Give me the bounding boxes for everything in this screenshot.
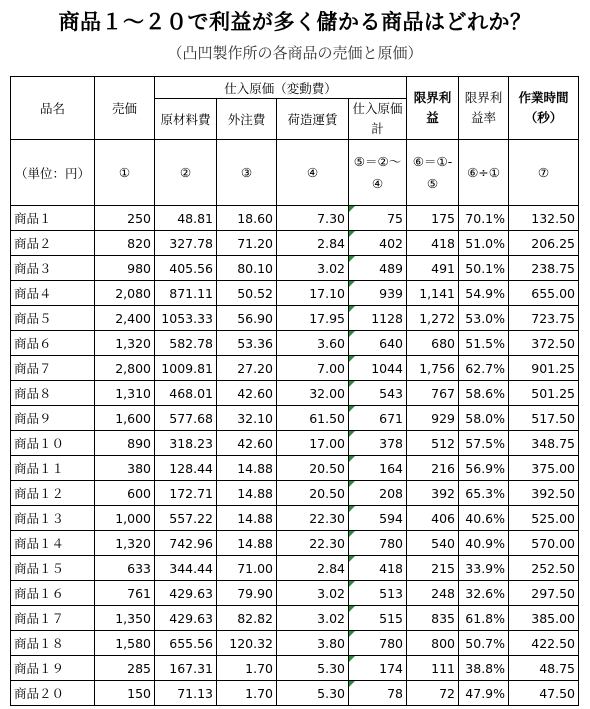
cell-shipping: 7.30 [277,206,349,231]
cell-work-time: 48.75 [509,656,579,681]
formula-price: ① [95,140,155,206]
cell-margin-rate: 58.6% [459,381,509,406]
cell-margin: 216 [407,456,459,481]
cell-work-time: 570.00 [509,531,579,556]
cell-shipping: 17.95 [277,306,349,331]
cell-margin: 800 [407,631,459,656]
cell-work-time: 392.50 [509,481,579,506]
cell-name: 商品１３ [11,506,95,531]
cell-work-time: 47.50 [509,681,579,706]
header-outsource: 外注費 [217,99,277,140]
cell-name: 商品５ [11,306,95,331]
cell-work-time: 375.00 [509,456,579,481]
page-title: 商品１～２０で利益が多く儲かる商品はどれか？ [58,10,532,34]
cell-material: 318.23 [155,431,217,456]
cell-total-cost: 939 [349,281,407,306]
cell-total-cost: 513 [349,581,407,606]
cell-work-time: 501.25 [509,381,579,406]
cell-total-cost: 418 [349,556,407,581]
cell-price: 2,400 [95,306,155,331]
cell-shipping: 3.60 [277,331,349,356]
cell-material: 468.01 [155,381,217,406]
cell-outsource: 27.20 [217,356,277,381]
cell-name: 商品９ [11,406,95,431]
cell-price: 820 [95,231,155,256]
cell-material: 327.78 [155,231,217,256]
cell-margin-rate: 70.1% [459,206,509,231]
cell-shipping: 17.10 [277,281,349,306]
cell-total-cost: 489 [349,256,407,281]
cell-price: 600 [95,481,155,506]
cell-work-time: 723.75 [509,306,579,331]
cell-work-time: 655.00 [509,281,579,306]
cell-margin-rate: 38.8% [459,656,509,681]
cell-shipping: 3.02 [277,581,349,606]
header-shipping: 荷造運賃 [277,99,349,140]
cell-name: 商品１８ [11,631,95,656]
cell-total-cost: 164 [349,456,407,481]
cell-total-cost: 1128 [349,306,407,331]
cell-outsource: 71.20 [217,231,277,256]
page-subtitle: （凸凹製作所の各商品の売価と原価） [167,44,423,62]
table-body [11,206,579,706]
cell-material: 577.68 [155,406,217,431]
cell-margin: 540 [407,531,459,556]
cell-price: 1,000 [95,506,155,531]
cell-margin: 111 [407,656,459,681]
cell-price: 1,600 [95,406,155,431]
formula-work-time: ⑦ [509,140,579,206]
cell-margin-rate: 56.9% [459,456,509,481]
cell-price: 1,320 [95,331,155,356]
header-margin: 限界利益 [407,77,459,140]
table-row [11,606,579,631]
cell-margin: 767 [407,381,459,406]
cell-outsource: 1.70 [217,656,277,681]
cell-shipping: 5.30 [277,656,349,681]
cell-name: 商品１６ [11,581,95,606]
cell-name: 商品１７ [11,606,95,631]
cell-material: 582.78 [155,331,217,356]
formula-material: ② [155,140,217,206]
formula-outsource: ③ [217,140,277,206]
table-row [11,656,579,681]
cell-work-time: 206.25 [509,231,579,256]
table-row [11,556,579,581]
cell-margin: 835 [407,606,459,631]
cell-price: 250 [95,206,155,231]
cell-total-cost: 378 [349,431,407,456]
cell-material: 742.96 [155,531,217,556]
cell-shipping: 5.30 [277,681,349,706]
cell-price: 2,080 [95,281,155,306]
cell-price: 1,580 [95,631,155,656]
cell-margin-rate: 62.7% [459,356,509,381]
table-row [11,356,579,381]
product-cost-table [10,76,579,706]
table-row [11,331,579,356]
cell-material: 167.31 [155,656,217,681]
cell-margin-rate: 51.0% [459,231,509,256]
cell-outsource: 71.00 [217,556,277,581]
cell-name: 商品１１ [11,456,95,481]
cell-total-cost: 1044 [349,356,407,381]
cell-price: 2,800 [95,356,155,381]
cell-work-time: 385.00 [509,606,579,631]
cell-shipping: 3.02 [277,256,349,281]
cell-name: 商品１９ [11,656,95,681]
table-row [11,206,579,231]
cell-margin: 512 [407,431,459,456]
cell-shipping: 3.80 [277,631,349,656]
cell-margin: 248 [407,581,459,606]
cell-shipping: 22.30 [277,531,349,556]
unit-label: （単位：円） [11,140,95,206]
table-row [11,481,579,506]
cell-total-cost: 515 [349,606,407,631]
cell-material: 48.81 [155,206,217,231]
cell-outsource: 50.52 [217,281,277,306]
cell-margin: 418 [407,231,459,256]
cell-margin-rate: 58.0% [459,406,509,431]
header-cost-group: 仕入原価（変動費） [155,77,407,99]
cell-total-cost: 671 [349,406,407,431]
cell-margin: 215 [407,556,459,581]
cell-margin: 680 [407,331,459,356]
cell-margin: 1,272 [407,306,459,331]
cell-work-time: 348.75 [509,431,579,456]
cell-work-time: 297.50 [509,581,579,606]
cell-total-cost: 640 [349,331,407,356]
cell-price: 633 [95,556,155,581]
cell-outsource: 1.70 [217,681,277,706]
header-work-time: 作業時間（秒） [509,77,579,140]
cell-price: 1,350 [95,606,155,631]
cell-total-cost: 543 [349,381,407,406]
table-row [11,231,579,256]
cell-margin-rate: 40.6% [459,506,509,531]
cell-name: 商品４ [11,281,95,306]
cell-material: 1009.81 [155,356,217,381]
cell-margin-rate: 57.5% [459,431,509,456]
cell-shipping: 20.50 [277,481,349,506]
cell-name: 商品２ [11,231,95,256]
cell-name: 商品１２ [11,481,95,506]
header-margin-rate: 限界利益率 [459,77,509,140]
table-row [11,281,579,306]
cell-name: 商品６ [11,331,95,356]
cell-name: 商品１ [11,206,95,231]
cell-material: 344.44 [155,556,217,581]
cell-shipping: 2.84 [277,231,349,256]
cell-name: 商品２０ [11,681,95,706]
formula-margin: ⑥＝①-⑤ [407,140,459,206]
cell-margin-rate: 54.9% [459,281,509,306]
cell-margin-rate: 33.9% [459,556,509,581]
cell-margin: 1,756 [407,356,459,381]
cell-name: 商品１４ [11,531,95,556]
cell-price: 761 [95,581,155,606]
cell-total-cost: 174 [349,656,407,681]
cell-shipping: 20.50 [277,456,349,481]
cell-work-time: 132.50 [509,206,579,231]
cell-material: 429.63 [155,606,217,631]
table-row [11,406,579,431]
cell-price: 285 [95,656,155,681]
header-name: 品名 [11,77,95,140]
cell-outsource: 14.88 [217,456,277,481]
cell-shipping: 22.30 [277,506,349,531]
table-row [11,381,579,406]
cell-total-cost: 594 [349,506,407,531]
cell-shipping: 61.50 [277,406,349,431]
cell-name: 商品３ [11,256,95,281]
cell-material: 172.71 [155,481,217,506]
cell-outsource: 56.90 [217,306,277,331]
cell-material: 128.44 [155,456,217,481]
formula-shipping: ④ [277,140,349,206]
cell-price: 890 [95,431,155,456]
cell-outsource: 14.88 [217,481,277,506]
cell-name: 商品１０ [11,431,95,456]
cell-margin-rate: 50.1% [459,256,509,281]
cell-price: 1,310 [95,381,155,406]
cell-outsource: 42.60 [217,431,277,456]
cell-margin-rate: 40.9% [459,531,509,556]
cell-margin: 175 [407,206,459,231]
cell-total-cost: 75 [349,206,407,231]
cell-margin-rate: 53.0% [459,306,509,331]
cell-margin-rate: 32.6% [459,581,509,606]
header-material: 原材料費 [155,99,217,140]
cell-outsource: 42.60 [217,381,277,406]
cell-name: 商品７ [11,356,95,381]
cell-name: 商品１５ [11,556,95,581]
cell-margin: 392 [407,481,459,506]
cell-work-time: 372.50 [509,331,579,356]
table-row [11,506,579,531]
cell-margin: 406 [407,506,459,531]
cell-margin-rate: 47.9% [459,681,509,706]
cell-outsource: 120.32 [217,631,277,656]
cell-total-cost: 780 [349,631,407,656]
cell-material: 557.22 [155,506,217,531]
formula-total-cost: ⑤＝②～④ [349,140,407,206]
header-total-cost: 仕入原価計 [349,99,407,140]
cell-name: 商品８ [11,381,95,406]
table-row [11,306,579,331]
table-row [11,256,579,281]
cell-margin: 1,141 [407,281,459,306]
cell-material: 655.56 [155,631,217,656]
cell-outsource: 80.10 [217,256,277,281]
formula-margin-rate: ⑥÷① [459,140,509,206]
cell-total-cost: 78 [349,681,407,706]
cell-total-cost: 780 [349,531,407,556]
cell-margin: 929 [407,406,459,431]
cell-work-time: 525.00 [509,506,579,531]
cell-outsource: 32.10 [217,406,277,431]
cell-outsource: 53.36 [217,331,277,356]
cell-margin-rate: 51.5% [459,331,509,356]
cell-outsource: 14.88 [217,506,277,531]
table-row [11,681,579,706]
table-row [11,531,579,556]
cell-shipping: 3.02 [277,606,349,631]
cell-total-cost: 208 [349,481,407,506]
cell-work-time: 238.75 [509,256,579,281]
cell-margin: 491 [407,256,459,281]
cell-material: 71.13 [155,681,217,706]
cell-work-time: 901.25 [509,356,579,381]
cell-outsource: 82.82 [217,606,277,631]
cell-shipping: 7.00 [277,356,349,381]
cell-margin-rate: 50.7% [459,631,509,656]
header-price: 売価 [95,77,155,140]
cell-total-cost: 402 [349,231,407,256]
table-row [11,631,579,656]
table-row [11,431,579,456]
cell-work-time: 252.50 [509,556,579,581]
cell-price: 1,320 [95,531,155,556]
cell-material: 405.56 [155,256,217,281]
table-row [11,581,579,606]
cell-price: 150 [95,681,155,706]
cell-shipping: 2.84 [277,556,349,581]
cell-shipping: 17.00 [277,431,349,456]
cell-outsource: 79.90 [217,581,277,606]
cell-outsource: 14.88 [217,531,277,556]
cell-work-time: 422.50 [509,631,579,656]
cell-material: 429.63 [155,581,217,606]
cell-price: 980 [95,256,155,281]
cell-shipping: 32.00 [277,381,349,406]
cell-price: 380 [95,456,155,481]
cell-margin-rate: 61.8% [459,606,509,631]
cell-material: 871.11 [155,281,217,306]
cell-outsource: 18.60 [217,206,277,231]
cell-work-time: 517.50 [509,406,579,431]
table-row [11,456,579,481]
cell-margin: 72 [407,681,459,706]
cell-margin-rate: 65.3% [459,481,509,506]
cell-material: 1053.33 [155,306,217,331]
